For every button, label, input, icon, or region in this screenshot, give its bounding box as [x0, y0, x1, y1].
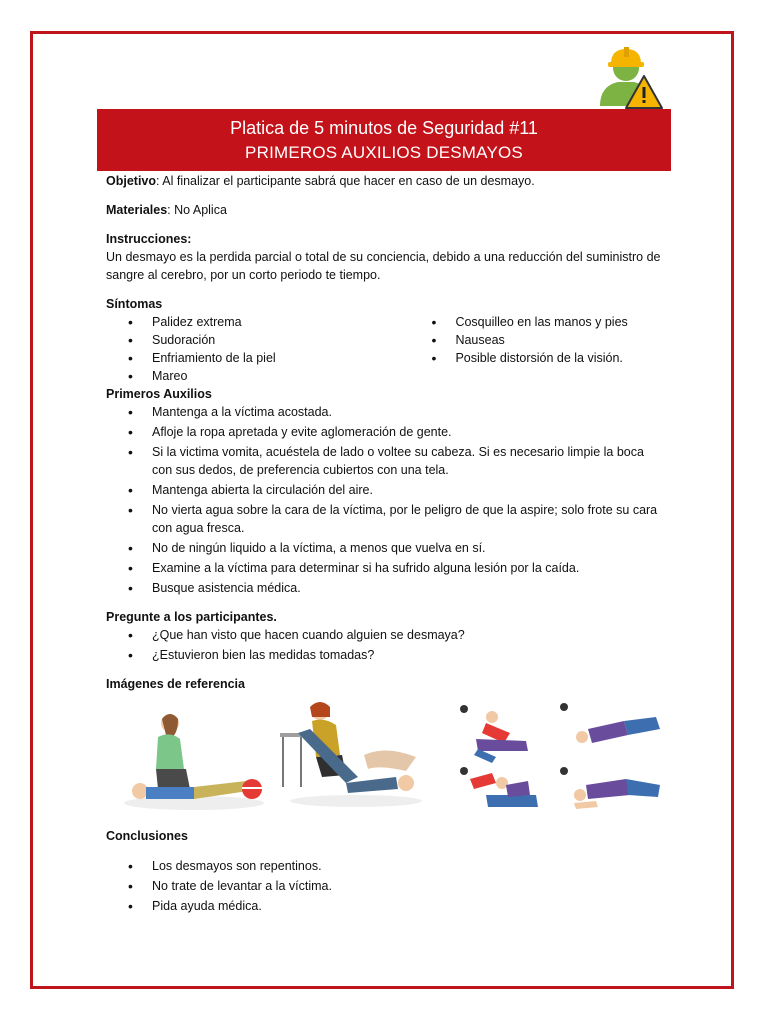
list-item: • No vierta agua sobre la cara de la víctima, por le peligro de que la aspire; solo frote su cara con agua fresca. [128, 501, 666, 537]
list-item: • Nauseas [431, 331, 666, 349]
instrucciones-text: Un desmayo es la perdida parcial o total de su conciencia, debido a una reducción del suministro de sangre al cerebro, por un corto periodo te tiempo. [106, 250, 661, 282]
sintomas-list-left [106, 313, 409, 385]
list-item: • ¿Estuvieron bien las medidas tomadas? [128, 646, 666, 664]
materiales-label: Materiales [106, 203, 168, 217]
list-item: • Cosquilleo en las manos y pies [431, 313, 666, 331]
conclusiones-heading: Conclusiones [106, 829, 188, 843]
document-body [106, 172, 666, 915]
pregunte-heading: Pregunte a los participantes. [106, 610, 277, 624]
title-banner [97, 109, 671, 171]
pregunte-section [106, 608, 666, 664]
instrucciones-section [106, 230, 666, 284]
image-legs-on-chair [276, 697, 424, 809]
image-recovery-position-steps [456, 699, 666, 821]
image-legs-raised [118, 703, 270, 819]
list-item: • Pida ayuda médica. [128, 897, 666, 915]
list-item: • Palidez extrema [128, 313, 409, 331]
objetivo-row [106, 172, 666, 190]
primeros-auxilios-heading: Primeros Auxilios [106, 387, 212, 401]
conclusiones-list [106, 857, 666, 915]
sintomas-heading: Síntomas [106, 297, 163, 311]
banner-title: Platica de 5 minutos de Seguridad #11 [230, 118, 538, 138]
list-item: • Examine a la víctima para determinar si ha sufrido alguna lesión por la caída. [128, 559, 666, 577]
primeros-auxilios-list [106, 403, 666, 597]
list-item: • Si la victima vomita, acuéstela de lado o voltee su cabeza. Si es necesario limpie la boca con sus dedos, de preferencia cubiertos con una tela. [128, 443, 666, 479]
list-item: • Los desmayos son repentinos. [128, 857, 666, 875]
objetivo-label: Objetivo [106, 174, 157, 188]
conclusiones-section [106, 827, 666, 915]
list-item: • Posible distorsión de la visión. [431, 349, 666, 367]
materiales-text: : No Aplica [167, 203, 227, 217]
list-item: • Mareo [128, 367, 409, 385]
materiales-row [106, 201, 666, 219]
sintomas-list-right [409, 313, 666, 385]
imagenes-section [106, 675, 666, 825]
list-item: • Enfriamiento de la piel [128, 349, 409, 367]
instrucciones-heading: Instrucciones: [106, 232, 192, 246]
imagenes-heading: Imágenes de referencia [106, 677, 245, 691]
list-item: • No de ningún liquido a la víctima, a menos que vuelva en sí. [128, 539, 666, 557]
reference-images [106, 697, 666, 825]
list-item: • No trate de levantar a la víctima. [128, 877, 666, 895]
list-item: • Busque asistencia médica. [128, 579, 666, 597]
list-item: • Afloje la ropa apretada y evite aglomeración de gente. [128, 423, 666, 441]
list-item: • Mantenga a la víctima acostada. [128, 403, 666, 421]
list-item: • ¿Que han visto que hacen cuando alguien se desmaya? [128, 626, 666, 644]
sintomas-columns [106, 313, 666, 385]
banner-subtitle: PRIMEROS AUXILIOS DESMAYOS [245, 143, 523, 162]
primeros-auxilios-section [106, 385, 666, 597]
objetivo-text: : Al finalizar el participante sabrá que hacer en caso de un desmayo. [156, 174, 535, 188]
pregunte-list [106, 626, 666, 664]
sintomas-section [106, 295, 666, 385]
worker-hardhat-warning-icon [596, 42, 664, 110]
list-item: • Mantenga abierta la circulación del aire. [128, 481, 666, 499]
list-item: • Sudoración [128, 331, 409, 349]
